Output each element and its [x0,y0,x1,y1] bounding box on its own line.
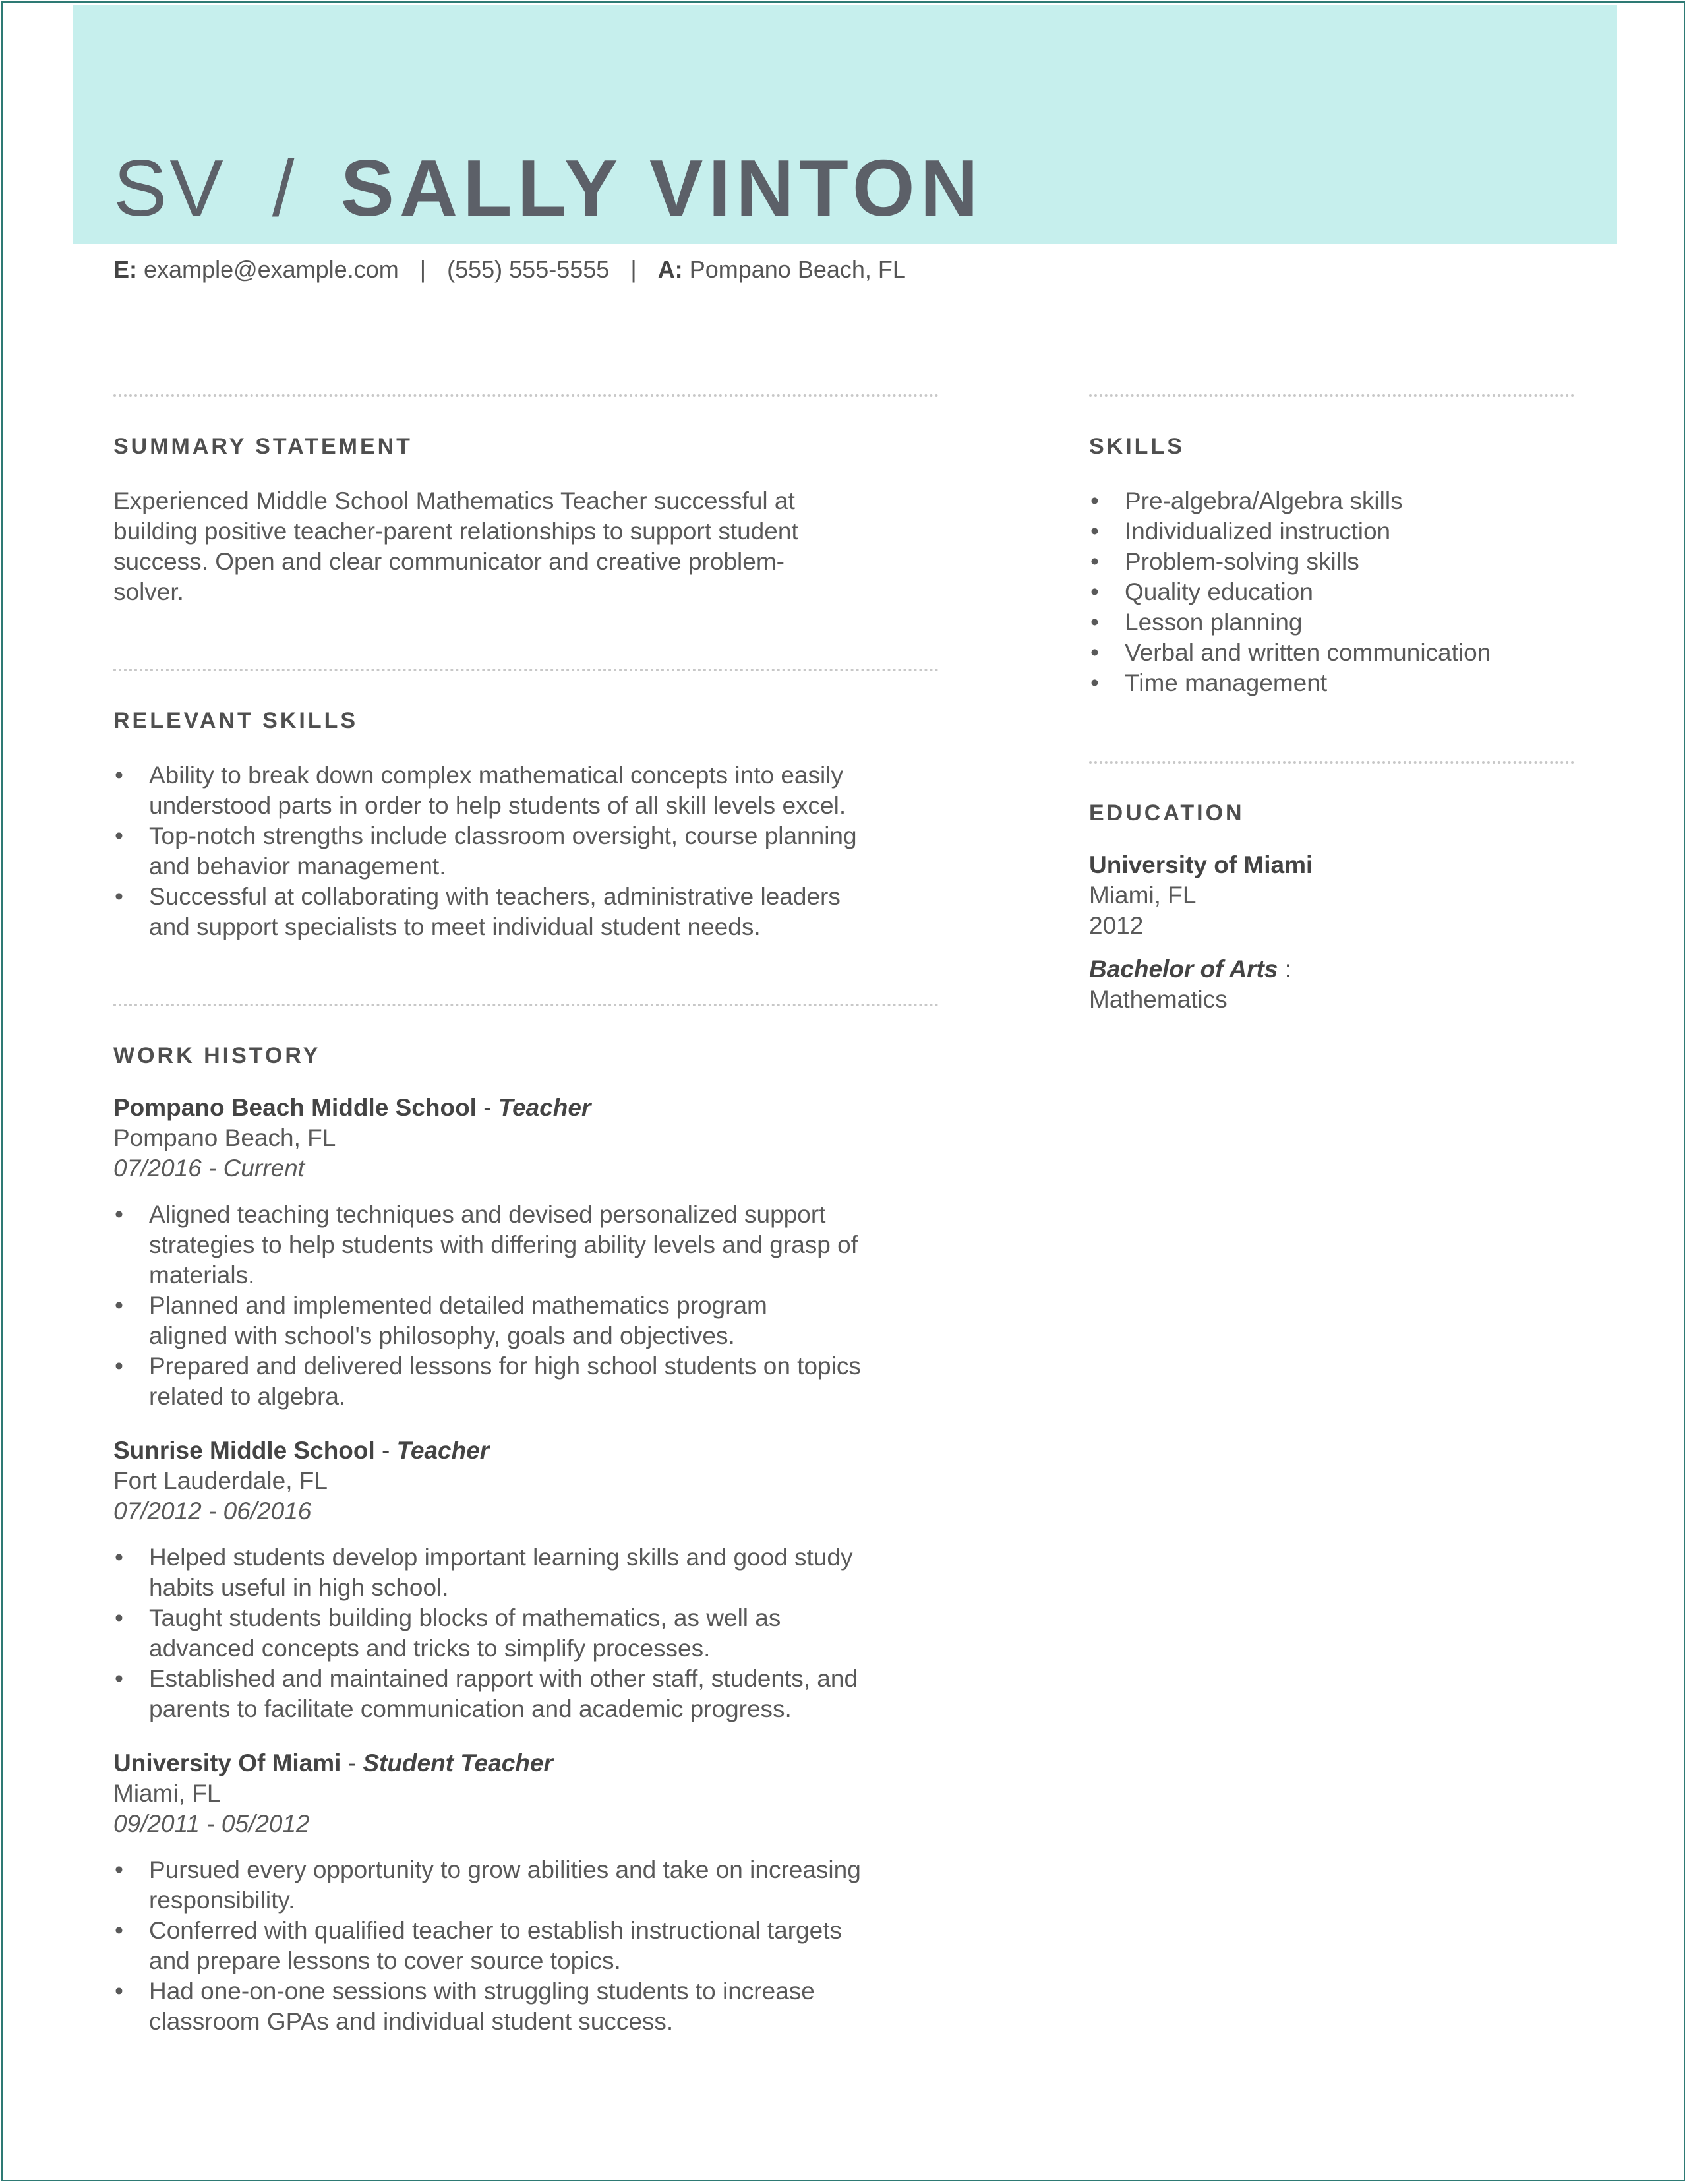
section-divider [113,1004,939,1006]
job-bullets [113,1855,939,2037]
job-role: Teacher [498,1094,591,1121]
list-item: • Aligned teaching techniques and devised personalized support strategies to help students with differing ability levels and grasp of materials. [115,1201,858,1289]
contact-line [113,256,906,284]
summary-line: success. Open and clear communicator and creative problem- [113,548,785,575]
work-history-section [113,1004,939,2037]
relevant-skills-list [113,760,939,942]
address-value: Pompano Beach, FL [689,256,906,283]
list-item: • Lesson planning [1089,607,1574,638]
list-item: • Taught students building blocks of mathematics, as well as advanced concepts and tricks to simplify processes. [115,1604,781,1662]
section-title-summary: SUMMARY STATEMENT [113,434,413,459]
list-item: • Pre-algebra/Algebra skills [1089,486,1574,516]
name-slash: / [272,143,295,233]
list-item: • Quality education [1089,577,1574,607]
contact-separator: | [630,256,637,283]
section-divider [1089,761,1574,764]
section-divider [113,394,939,397]
bullet-icon: • [1090,578,1099,605]
bullet-icon: • [1090,487,1099,514]
section-divider [1089,394,1574,397]
list-item: • Had one-on-one sessions with struggling students to increase classroom GPAs and individual student success. [115,1978,815,2035]
list-item: • Verbal and written communication [1089,638,1574,668]
email-label: E: [113,256,137,283]
bullet-icon: • [115,1544,123,1571]
job-employer: Sunrise Middle School [113,1437,375,1464]
job-heading: Sunrise Middle School - Teacher [113,1437,490,1464]
summary-section [113,394,939,607]
bullet-icon: • [1090,639,1099,666]
bullet-icon: • [115,1665,123,1692]
job-location: Pompano Beach, FL [113,1124,336,1151]
bullet-icon: • [1090,518,1099,545]
education-entry [1089,850,1574,1015]
list-item: • Helped students develop important learning skills and good study habits useful in high school. [115,1544,853,1601]
list-item: • Individualized instruction [1089,516,1574,547]
list-item: • Planned and implemented detailed mathematics program aligned with school's philosophy, goals and objectives. [115,1292,767,1349]
bullet-icon: • [1090,669,1099,696]
list-item: • Conferred with qualified teacher to establish instructional targets and prepare lessons to cover source topics. [115,1917,842,1974]
job-bullets [113,1542,939,1724]
bullet-icon: • [115,1201,123,1228]
bullet-icon: • [115,822,123,849]
skills-section [1089,394,1574,698]
job-role: Student Teacher [363,1749,553,1776]
bullet-icon: • [115,1917,123,1944]
job-location: Miami, FL [113,1780,221,1807]
relevant-skills-section [113,669,939,942]
list-item: • Established and maintained rapport with other staff, students, and parents to facilitate communication and academic progress. [115,1665,858,1722]
education-school: University of Miami [1089,851,1313,878]
bullet-icon: • [115,883,123,910]
education-field: Mathematics [1089,986,1228,1013]
bullet-icon: • [1090,609,1099,636]
list-item: • Top-notch strengths include classroom oversight, course planning and behavior management. [115,822,857,880]
section-title-work-history: WORK HISTORY [113,1043,321,1068]
full-name: SALLY VINTON [340,143,984,233]
bullet-icon: • [1090,548,1099,575]
list-item: • Pursued every opportunity to grow abilities and take on increasing responsibility. [115,1856,861,1914]
list-item: • Successful at collaborating with teachers, administrative leaders and support specialists to meet individual student needs. [115,883,841,940]
job-entry [113,1436,939,1724]
email-value: example@example.com [144,256,399,283]
name-heading [113,142,984,234]
job-dates: 07/2016 - Current [113,1155,305,1182]
bullet-icon: • [115,1352,123,1380]
summary-line: building positive teacher-parent relationships to support student [113,518,798,545]
contact-separator: | [419,256,427,283]
skills-list [1089,486,1574,698]
summary-line: Experienced Middle School Mathematics Teacher successful at [113,487,795,514]
name-initials: SV [113,143,226,233]
list-item: • Prepared and delivered lessons for high school students on topics related to algebra. [115,1352,861,1410]
job-employer: Pompano Beach Middle School [113,1094,477,1121]
phone-value: (555) 555-5555 [447,256,610,283]
job-dates: 09/2011 - 05/2012 [113,1810,310,1837]
bullet-icon: • [115,1978,123,2005]
job-dates: 07/2012 - 06/2016 [113,1498,312,1525]
job-bullets [113,1199,939,1412]
education-section [1089,761,1574,1015]
job-role: Teacher [396,1437,490,1464]
summary-line: solver. [113,578,184,605]
section-title-skills: SKILLS [1089,434,1185,459]
bullet-icon: • [115,762,123,789]
section-title-education: EDUCATION [1089,801,1245,826]
bullet-icon: • [115,1292,123,1319]
education-year: 2012 [1089,912,1144,939]
job-entry [113,1093,939,1412]
job-heading: Pompano Beach Middle School - Teacher [113,1094,591,1121]
education-degree: Bachelor of Arts : [1089,956,1292,983]
education-location: Miami, FL [1089,882,1197,909]
bullet-icon: • [115,1856,123,1883]
list-item: • Ability to break down complex mathematical concepts into easily understood parts in order to help students of all skill levels excel. [115,762,846,819]
job-employer: University Of Miami [113,1749,341,1776]
bullet-icon: • [115,1604,123,1631]
job-entry [113,1748,939,2037]
section-title-relevant-skills: RELEVANT SKILLS [113,708,359,733]
section-divider [113,669,939,671]
job-heading: University Of Miami - Student Teacher [113,1749,553,1776]
job-location: Fort Lauderdale, FL [113,1467,328,1494]
list-item: • Time management [1089,668,1574,698]
summary-text [113,486,939,607]
list-item: • Problem-solving skills [1089,547,1574,577]
address-label: A: [657,256,683,283]
